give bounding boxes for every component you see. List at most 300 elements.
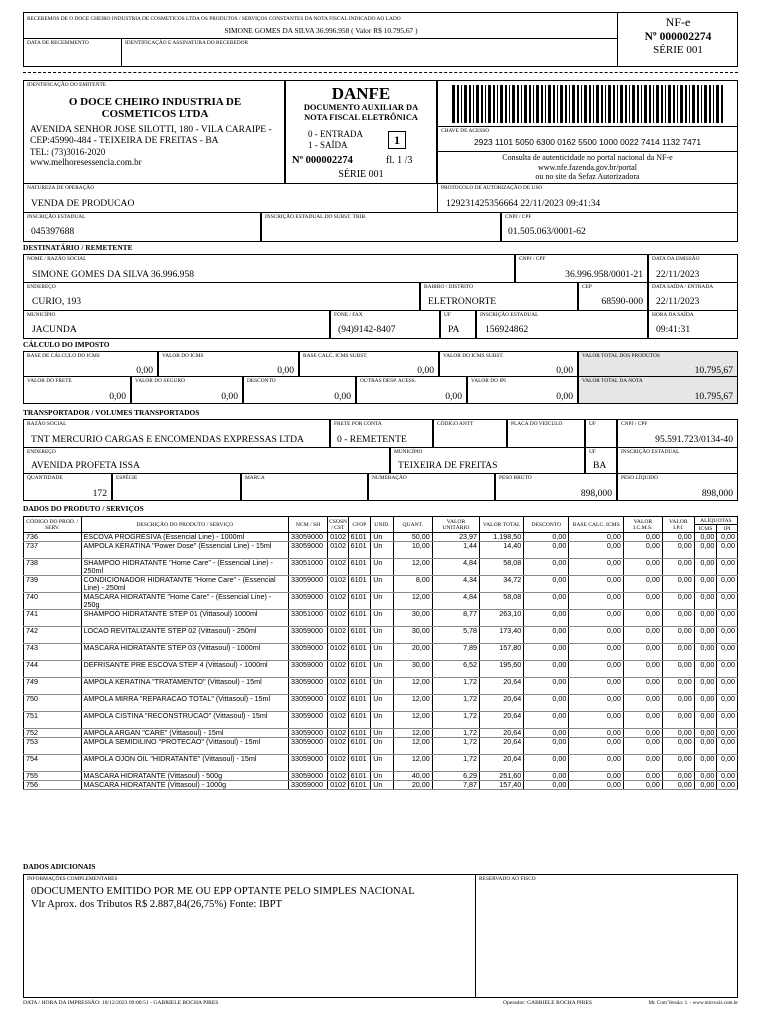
- total-nota: 10.795,67: [694, 391, 733, 402]
- cell-aipi: 0,00: [717, 542, 738, 559]
- cell-cst: 0102: [328, 610, 349, 627]
- cell-ncm: 33051000: [289, 610, 328, 627]
- cell-cfop: 6101: [348, 729, 371, 738]
- cell-aicms: 0,00: [694, 610, 717, 627]
- natureza-box: [23, 184, 438, 213]
- cell-total: 58,08: [480, 593, 524, 610]
- th-v-icms: VALOR I.C.M.S.: [623, 517, 662, 533]
- transp-endereco-label: ENDEREÇO: [27, 449, 56, 455]
- cell-aicms: 0,00: [694, 576, 717, 593]
- cell-qtd: 12,00: [393, 738, 432, 755]
- danfe-tipo: 1: [388, 131, 406, 149]
- cell-aicms: 0,00: [694, 712, 717, 729]
- dest-nome-label: NOME / RAZÃO SOCIAL: [27, 256, 87, 262]
- transp-numeracao-label: NUMERAÇÃO: [372, 475, 407, 481]
- dest-cep-label: CEP: [582, 284, 592, 290]
- cell-aicms: 0,00: [694, 755, 717, 772]
- th-desconto: DESCONTO: [524, 517, 569, 533]
- cell-desc: AMPOLA KERATINA "Power Dose" (Essencial Line) - 15ml: [81, 542, 289, 559]
- cell-cfop: 6101: [348, 644, 371, 661]
- cell-un: Un: [371, 738, 394, 755]
- cell-ncm: 33059000: [289, 542, 328, 559]
- cell-desc-v: 0,00: [524, 533, 569, 542]
- dest-hora: 09:41:31: [656, 324, 691, 335]
- danfe-saida: 1 - SAÍDA: [308, 140, 348, 150]
- cell-desc-v: 0,00: [524, 644, 569, 661]
- cell-desc-v: 0,00: [524, 661, 569, 678]
- table-row: [24, 644, 738, 661]
- cell-un: Un: [371, 576, 394, 593]
- cell-aipi: 0,00: [717, 781, 738, 790]
- cell-aicms: 0,00: [694, 593, 717, 610]
- cell-vicms: 0,00: [623, 738, 662, 755]
- transp-uf2-label: UF: [589, 449, 596, 455]
- transp-qtd-label: QUANTIDADE: [27, 475, 63, 481]
- cell-base: 0,00: [569, 559, 623, 576]
- cell-cod: 755: [24, 772, 82, 781]
- th-descricao: DESCRIÇÃO DO PRODUTO / SERVIÇO: [81, 517, 289, 533]
- cell-cfop: 6101: [348, 593, 371, 610]
- cell-un: Un: [371, 593, 394, 610]
- cell-base: 0,00: [569, 627, 623, 644]
- info-complementares-box: [23, 874, 476, 998]
- cell-cst: 0102: [328, 576, 349, 593]
- cell-cod: 751: [24, 712, 82, 729]
- barcode-icon: [452, 85, 724, 123]
- seguro: 0,00: [221, 391, 238, 402]
- cell-cfop: 6101: [348, 772, 371, 781]
- cell-total: 157,80: [480, 644, 524, 661]
- cell-desc-v: 0,00: [524, 542, 569, 559]
- cell-base: 0,00: [569, 576, 623, 593]
- cell-cod: 754: [24, 755, 82, 772]
- cell-aipi: 0,00: [717, 559, 738, 576]
- bc-st-label: BASE CALC. ICMS SUBST.: [303, 353, 368, 359]
- transp-uf-label: UF: [589, 421, 596, 427]
- cell-vicms: 0,00: [623, 772, 662, 781]
- cell-ncm: 33059000: [289, 729, 328, 738]
- cell-unit: 1,72: [432, 695, 479, 712]
- cell-cfop: 6101: [348, 678, 371, 695]
- danfe-entrada: 0 - ENTRADA: [308, 129, 363, 139]
- cell-vicms: 0,00: [623, 729, 662, 738]
- emitente-nome: O DOCE CHEIRO INDUSTRIA DE COSMETICOS LTDA: [68, 96, 242, 120]
- cell-aipi: 0,00: [717, 644, 738, 661]
- ie-label: INSCRIÇÃO ESTADUAL: [27, 214, 86, 220]
- total-nota-label: VALOR TOTAL DA NOTA: [582, 378, 643, 384]
- reservado-fisco-box: [476, 874, 738, 998]
- dest-bairro: ELETRONORTE: [428, 296, 497, 307]
- cell-unit: 5,78: [432, 627, 479, 644]
- dest-nome: SIMONE GOMES DA SILVA 36.996.958: [32, 269, 195, 280]
- cell-ncm: 33051000: [289, 559, 328, 576]
- cell-cod: 752: [24, 729, 82, 738]
- cell-unit: 8,77: [432, 610, 479, 627]
- canhoto-divider: [23, 72, 738, 73]
- cell-vipi: 0,00: [662, 593, 694, 610]
- emitente-tel: TEL: (73)3016-2020: [30, 147, 106, 157]
- dest-saida-label: DATA SAÍDA / ENTRADA: [652, 284, 714, 290]
- th-a-icms: ICMS: [694, 525, 717, 533]
- cell-qtd: 12,00: [393, 559, 432, 576]
- cell-desc: AMPOLA KERATINA "TRATAMENTO" (Vittasoul) - 15ml: [81, 678, 289, 695]
- dest-cnpj: 36.996.958/0001-21: [565, 269, 643, 280]
- transp-especie-label: ESPÉCIE: [116, 475, 138, 481]
- table-row: [24, 627, 738, 644]
- cell-cst: 0102: [328, 542, 349, 559]
- cell-un: Un: [371, 695, 394, 712]
- table-row: [24, 610, 738, 627]
- th-unid: UNID.: [371, 517, 394, 533]
- cell-un: Un: [371, 755, 394, 772]
- imposto-titulo: CÁLCULO DO IMPOSTO: [23, 340, 110, 349]
- cell-cst: 0102: [328, 695, 349, 712]
- cell-ncm: 33059000: [289, 593, 328, 610]
- cell-aicms: 0,00: [694, 678, 717, 695]
- cell-desc-v: 0,00: [524, 695, 569, 712]
- cell-un: Un: [371, 661, 394, 678]
- cell-ncm: 33059000: [289, 781, 328, 790]
- cell-aicms: 0,00: [694, 542, 717, 559]
- cell-ncm: 33059000: [289, 755, 328, 772]
- icms-st-label: VALOR DO ICMS SUBST.: [443, 353, 504, 359]
- cell-vicms: 0,00: [623, 781, 662, 790]
- dest-uf-label: UF: [444, 312, 451, 318]
- cell-vipi: 0,00: [662, 781, 694, 790]
- cell-vicms: 0,00: [623, 593, 662, 610]
- danfe-folha: fl. 1 /3: [386, 155, 413, 166]
- cell-desc-v: 0,00: [524, 781, 569, 790]
- danfe-box: [285, 80, 437, 184]
- cell-aipi: 0,00: [717, 661, 738, 678]
- cell-desc-v: 0,00: [524, 559, 569, 576]
- cell-cst: 0102: [328, 712, 349, 729]
- th-aliquotas: ALÍQUOTAS: [694, 517, 737, 525]
- cell-total: 157,40: [480, 781, 524, 790]
- transp-frete-label: FRETE POR CONTA: [334, 421, 382, 427]
- protocolo-valor: 129231425356664 22/11/2023 09:41:34: [446, 198, 601, 209]
- cell-base: 0,00: [569, 712, 623, 729]
- cell-cod: 749: [24, 678, 82, 695]
- frete: 0,00: [109, 391, 126, 402]
- cell-desc: MASCARA HIDRATANTE (Vittasoul) - 500g: [81, 772, 289, 781]
- cell-unit: 7,89: [432, 644, 479, 661]
- cell-base: 0,00: [569, 542, 623, 559]
- cell-total: 20,64: [480, 712, 524, 729]
- cell-ncm: 33059000: [289, 576, 328, 593]
- cell-cst: 0102: [328, 678, 349, 695]
- table-row: [24, 738, 738, 755]
- cell-vicms: 0,00: [623, 542, 662, 559]
- cell-qtd: 12,00: [393, 593, 432, 610]
- cell-qtd: 12,00: [393, 695, 432, 712]
- bc-st: 0,00: [417, 365, 434, 376]
- cell-desc: DEFRISANTE PRE ESCOVA STEP 4 (Vittasoul) - 1000ml: [81, 661, 289, 678]
- dest-municipio: JACUNDA: [32, 324, 77, 335]
- cell-base: 0,00: [569, 661, 623, 678]
- th-csosn: CSOSN / CST: [329, 518, 348, 531]
- identificacao-recebedor-label: IDENTIFICAÇÃO E ASSINATURA DO RECEBEDOR: [125, 40, 249, 46]
- produtos-titulo: DADOS DO PRODUTO / SERVIÇOS: [23, 504, 144, 513]
- table-row: [24, 661, 738, 678]
- cell-vicms: 0,00: [623, 678, 662, 695]
- icms-st: 0,00: [556, 365, 573, 376]
- cell-vicms: 0,00: [623, 661, 662, 678]
- cell-vipi: 0,00: [662, 627, 694, 644]
- cnpj-emit-box: [501, 213, 738, 242]
- natureza-valor: VENDA DE PRODUCAO: [31, 198, 135, 209]
- cell-aipi: 0,00: [717, 678, 738, 695]
- cell-aipi: 0,00: [717, 695, 738, 712]
- cell-desc-v: 0,00: [524, 576, 569, 593]
- table-row: [24, 576, 738, 593]
- cell-un: Un: [371, 542, 394, 559]
- cell-vicms: 0,00: [623, 644, 662, 661]
- cell-qtd: 50,00: [393, 533, 432, 542]
- cell-desc: CONDICIONADOR HIDRATANTE "Home Care" - (Essencial Line) - 250ml: [81, 576, 289, 593]
- cell-desc-v: 0,00: [524, 627, 569, 644]
- cell-cod: 743: [24, 644, 82, 661]
- rodape-versao: Mr. Com Versão: 1. - www.microxis.com.br: [648, 1000, 738, 1006]
- cell-qtd: 12,00: [393, 678, 432, 695]
- desconto: 0,00: [334, 391, 351, 402]
- cell-qtd: 12,00: [393, 712, 432, 729]
- cell-cod: 753: [24, 738, 82, 755]
- produtos-table: [23, 516, 738, 790]
- transp-razao: TNT MERCURIO CARGAS E ENCOMENDAS EXPRESSAS LTDA: [31, 434, 304, 445]
- cell-qtd: 10,00: [393, 542, 432, 559]
- dest-saida: 22/11/2023: [656, 296, 700, 307]
- cell-cod: 756: [24, 781, 82, 790]
- cell-cfop: 6101: [348, 559, 371, 576]
- cell-cst: 0102: [328, 729, 349, 738]
- th-codigo: CÓDIGO DO PROD. / SERV.: [24, 517, 82, 533]
- dest-endereco: CURIO, 193: [32, 296, 82, 307]
- table-row: [24, 695, 738, 712]
- cell-cst: 0102: [328, 755, 349, 772]
- cell-vicms: 0,00: [623, 610, 662, 627]
- table-row: [24, 542, 738, 559]
- consulta-linha-3: ou no site da Sefaz Autorizadora: [535, 172, 640, 181]
- transp-cnpj-label: CNPJ / CPF: [621, 421, 648, 427]
- table-row: [24, 729, 738, 738]
- danfe-numero: Nº 000002274: [292, 155, 353, 166]
- dest-emissao: 22/11/2023: [656, 269, 700, 280]
- cell-total: 20,64: [480, 695, 524, 712]
- cell-aipi: 0,00: [717, 576, 738, 593]
- icms-label: VALOR DO ICMS: [162, 353, 204, 359]
- table-row: [24, 533, 738, 542]
- cell-total: 195,60: [480, 661, 524, 678]
- cell-vipi: 0,00: [662, 559, 694, 576]
- cell-desc: AMPOLA MIRRA "REPARACAO TOTAL" (Vittasoul) - 15ml: [81, 695, 289, 712]
- cell-base: 0,00: [569, 781, 623, 790]
- table-row: [24, 712, 738, 729]
- cell-qtd: 30,00: [393, 627, 432, 644]
- cell-vipi: 0,00: [662, 695, 694, 712]
- transp-liquido-label: PESO LÍQUIDO: [621, 475, 658, 481]
- cell-aipi: 0,00: [717, 738, 738, 755]
- cell-vipi: 0,00: [662, 755, 694, 772]
- dest-bairro-label: BAIRRO / DISTRITO: [424, 284, 474, 290]
- desconto-label: DESCONTO: [247, 378, 276, 384]
- cell-desc-v: 0,00: [524, 712, 569, 729]
- cell-desc: SHAMPOO HIDRATANTE STEP 01 (Vittasoul) 1000ml: [81, 610, 289, 627]
- cell-cod: 738: [24, 559, 82, 576]
- cell-cod: 739: [24, 576, 82, 593]
- cell-cst: 0102: [328, 593, 349, 610]
- natureza-label: NATUREZA DE OPERAÇÃO: [27, 185, 95, 191]
- cell-base: 0,00: [569, 695, 623, 712]
- info-linha-2: Vlr Aprox. dos Tributos R$ 2.887,84(26,75%) Fonte: IBPT: [31, 899, 283, 910]
- cell-ncm: 33059000: [289, 772, 328, 781]
- th-v-ipi: VALOR I.P.I.: [662, 517, 694, 533]
- cell-ncm: 33059000: [289, 644, 328, 661]
- cell-aipi: 0,00: [717, 533, 738, 542]
- cell-vipi: 0,00: [662, 644, 694, 661]
- table-row: [24, 559, 738, 576]
- cell-aicms: 0,00: [694, 627, 717, 644]
- cell-unit: 23,97: [432, 533, 479, 542]
- cell-cfop: 6101: [348, 695, 371, 712]
- cell-un: Un: [371, 627, 394, 644]
- cell-cst: 0102: [328, 559, 349, 576]
- cell-unit: 4,84: [432, 593, 479, 610]
- transp-municipio-label: MUNICÍPIO: [394, 449, 423, 455]
- cell-unit: 4,84: [432, 559, 479, 576]
- transp-liquido: 898,000: [701, 488, 733, 499]
- ie-st-label: INSCRIÇÃO ESTADUAL DO SUBST. TRIB.: [265, 214, 367, 220]
- cell-desc-v: 0,00: [524, 738, 569, 755]
- cell-qtd: 30,00: [393, 610, 432, 627]
- th-unitario: VALOR UNITÁRIO: [432, 517, 479, 533]
- cell-desc: AMPOLA SEMIDILINO "PROTECAO" (Vittasoul) - 15ml: [81, 738, 289, 755]
- cell-desc-v: 0,00: [524, 610, 569, 627]
- cell-cod: 740: [24, 593, 82, 610]
- canhoto-nfe-box: [618, 13, 738, 67]
- icms: 0,00: [277, 365, 294, 376]
- canhoto-recebemos: RECEBEMOS DE O DOCE CHEIRO INDUSTRIA DE COSMETICOS LTDA OS PRODUTOS / SERVIÇOS CONSTANTES DA NOTA FISCAL INDICADO AO LADO: [27, 16, 401, 22]
- dest-ie: 156924862: [485, 324, 529, 335]
- dest-ie-label: INSCRIÇÃO ESTADUAL: [480, 312, 539, 318]
- dest-cnpj-label: CNPJ / CPF: [519, 256, 546, 262]
- cell-cod: 742: [24, 627, 82, 644]
- cell-cst: 0102: [328, 644, 349, 661]
- cell-aicms: 0,00: [694, 729, 717, 738]
- cell-cst: 0102: [328, 781, 349, 790]
- cell-desc: AMPOLA OJON OIL "HIDRATANTE" (Vittasoul) - 15ml: [81, 755, 289, 772]
- cell-ncm: 33059000: [289, 533, 328, 542]
- cell-aipi: 0,00: [717, 772, 738, 781]
- cell-unit: 1,72: [432, 755, 479, 772]
- consulta-linha-1: Consulta de autenticidade no portal nacional da NF-e: [502, 153, 673, 162]
- cell-un: Un: [371, 644, 394, 661]
- cell-cfop: 6101: [348, 738, 371, 755]
- cell-base: 0,00: [569, 593, 623, 610]
- cell-aicms: 0,00: [694, 661, 717, 678]
- cell-cfop: 6101: [348, 576, 371, 593]
- cell-unit: 7,87: [432, 781, 479, 790]
- outras: 0,00: [445, 391, 462, 402]
- chave-box: [437, 80, 738, 184]
- transp-municipio: TEIXEIRA DE FREITAS: [398, 460, 498, 471]
- cell-vicms: 0,00: [623, 533, 662, 542]
- cell-ncm: 33059000: [289, 738, 328, 755]
- info-linha-1: 0DOCUMENTO EMITIDO POR ME OU EPP OPTANTE PELO SIMPLES NACIONAL: [31, 886, 415, 897]
- cell-cfop: 6101: [348, 755, 371, 772]
- cell-qtd: 30,00: [393, 661, 432, 678]
- cell-desc: MASCARA HIDRATANTE (Vittasoul) - 1000g: [81, 781, 289, 790]
- cell-total: 20,64: [480, 755, 524, 772]
- cell-qtd: 40,00: [393, 772, 432, 781]
- cell-vipi: 0,00: [662, 533, 694, 542]
- cell-total: 34,72: [480, 576, 524, 593]
- transp-bruto-label: PESO BRUTO: [499, 475, 532, 481]
- cell-cst: 0102: [328, 627, 349, 644]
- cell-desc: ESCOVA PROGRESIVA (Essencial Line) - 1000ml: [81, 533, 289, 542]
- cell-aipi: 0,00: [717, 712, 738, 729]
- ipi: 0,00: [556, 391, 573, 402]
- transp-placa-label: PLACA DO VEÍCULO: [511, 421, 563, 427]
- cell-desc-v: 0,00: [524, 678, 569, 695]
- cell-cst: 0102: [328, 738, 349, 755]
- danfe-titulo: DANFE: [331, 84, 391, 103]
- cell-total: 173,40: [480, 627, 524, 644]
- cell-un: Un: [371, 729, 394, 738]
- cell-qtd: 12,00: [393, 755, 432, 772]
- total-produtos: 10.795,67: [694, 365, 733, 376]
- transp-frete: 0 - REMETENTE: [337, 434, 407, 445]
- cell-aicms: 0,00: [694, 781, 717, 790]
- cell-unit: 1,72: [432, 738, 479, 755]
- cell-cfop: 6101: [348, 661, 371, 678]
- th-total: VALOR TOTAL: [480, 517, 524, 533]
- chave-acesso: 2923 1101 5050 6300 0162 5500 1000 0022 7414 1132 7471: [474, 137, 701, 147]
- cell-ncm: 33059000: [289, 712, 328, 729]
- table-row: [24, 781, 738, 790]
- cell-total: 251,60: [480, 772, 524, 781]
- th-quant: QUANT.: [393, 517, 432, 533]
- dest-uf: PA: [448, 324, 460, 335]
- cell-base: 0,00: [569, 644, 623, 661]
- cell-qtd: 20,00: [393, 781, 432, 790]
- cell-vicms: 0,00: [623, 559, 662, 576]
- cell-base: 0,00: [569, 533, 623, 542]
- cell-ncm: 33059000: [289, 678, 328, 695]
- cell-vipi: 0,00: [662, 576, 694, 593]
- cell-qtd: 12,00: [393, 729, 432, 738]
- cell-vipi: 0,00: [662, 772, 694, 781]
- emitente-endereco: AVENIDA SENHOR JOSE SILOTTI, 180 - VILA CARAIPE -: [30, 125, 272, 135]
- ipi-label: VALOR DO IPI: [471, 378, 506, 384]
- canhoto-destinatario: SIMONE GOMES DA SILVA 36.996.958 ( Valor R$ 10.795,67 ): [224, 26, 418, 35]
- cell-desc-v: 0,00: [524, 772, 569, 781]
- canhoto: [23, 12, 738, 67]
- canhoto-numero: Nº 000002274: [644, 31, 712, 43]
- cell-base: 0,00: [569, 738, 623, 755]
- th-cfop: CFOP: [348, 517, 371, 533]
- cell-cod: 736: [24, 533, 82, 542]
- cell-total: 20,64: [480, 738, 524, 755]
- cell-base: 0,00: [569, 755, 623, 772]
- cell-aipi: 0,00: [717, 755, 738, 772]
- bc-icms: 0,00: [136, 365, 153, 376]
- cell-aicms: 0,00: [694, 695, 717, 712]
- cell-cod: 741: [24, 610, 82, 627]
- th-base: BASE CALC. ICMS: [569, 517, 623, 533]
- cell-un: Un: [371, 559, 394, 576]
- adicionais-titulo: DADOS ADICIONAIS: [23, 862, 96, 871]
